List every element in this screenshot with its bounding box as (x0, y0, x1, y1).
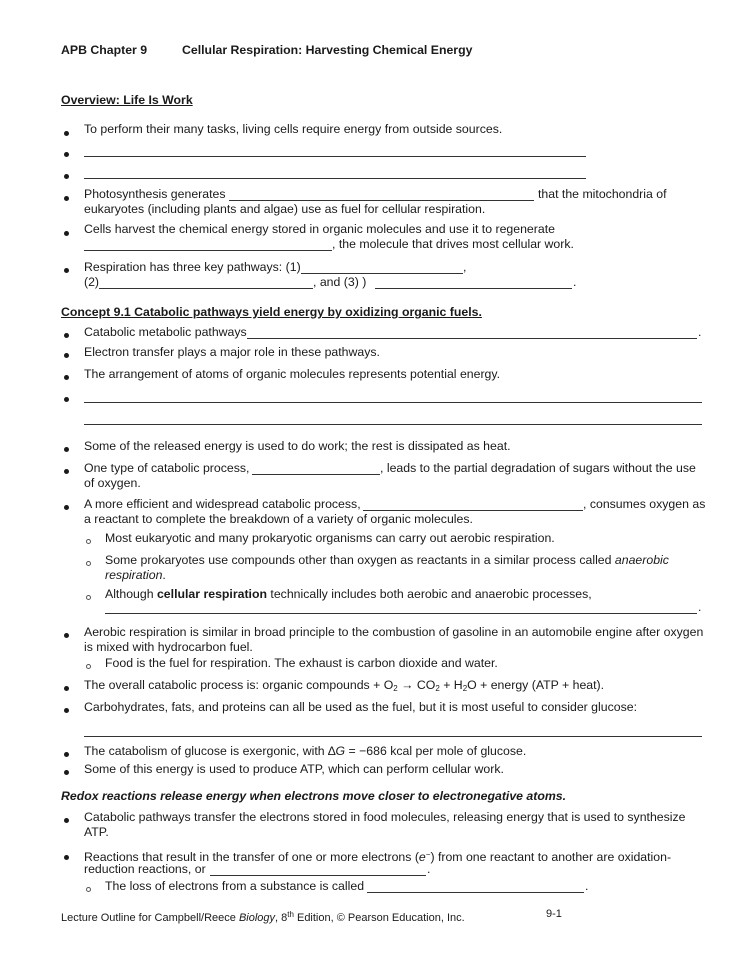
italic-term: respiration (105, 568, 163, 582)
fill-in-blank[interactable] (375, 288, 572, 289)
fill-in-blank[interactable] (84, 250, 332, 251)
text-line: A more efficient and widespread catabolic process, (84, 497, 361, 511)
chapter-label: APB Chapter 9 (61, 43, 148, 57)
bullet-icon (64, 353, 69, 358)
section-heading-concept-9-1: Concept 9.1 Catabolic pathways yield energy by oxidizing organic fuels. (61, 305, 482, 319)
sub-bullet-icon (86, 561, 91, 566)
text-line: (2) (84, 275, 100, 289)
text-line: Some of this energy is used to produce ATP, which can perform cellular work. (84, 762, 504, 776)
equation-line (84, 678, 604, 696)
bullet-icon (64, 174, 69, 179)
sub-bullet-icon (86, 664, 91, 669)
text-line: . (698, 325, 702, 339)
text-line (105, 568, 166, 583)
fill-in-blank[interactable] (363, 510, 583, 511)
text-line: Some prokaryotes use compounds other than oxygen as reactants in a similar process called (105, 553, 612, 567)
text-line: . (698, 600, 702, 614)
text-line: Reactions that result in the transfer of one or more electrons ( (84, 850, 419, 864)
page-number: 9-1 (546, 908, 562, 920)
text-line: Catabolic pathways transfer the electrons stored in food molecules, releasing energy that is used to synthesize (84, 810, 686, 824)
text-line: One type of catabolic process, (84, 461, 250, 475)
text-line: Edition, © Pearson Education, Inc. (293, 912, 465, 924)
fill-in-blank[interactable] (210, 875, 426, 876)
subscript: 2 (393, 684, 398, 693)
text-line: Some of the released energy is used to do work; the rest is dissipated as heat. (84, 439, 511, 453)
bullet-icon (64, 708, 69, 713)
text-line: , and (3) ) (313, 275, 367, 289)
bullet-icon (64, 375, 69, 380)
fill-in-blank[interactable] (367, 892, 584, 893)
document-title: Cellular Respiration: Harvesting Chemical Energy (182, 43, 473, 57)
text-line: To perform their many tasks, living cells require energy from outside sources. (84, 122, 503, 136)
bold-term: cellular respiration (156, 587, 267, 601)
text-line: Respiration has three key pathways: (1) (84, 260, 301, 274)
text-line: Electron transfer plays a major role in these pathways. (84, 345, 380, 359)
subscript: 2 (435, 684, 440, 693)
fill-in-blank[interactable] (84, 424, 702, 425)
text-line: of oxygen. (84, 476, 141, 490)
bullet-icon (64, 818, 69, 823)
fill-in-blank[interactable] (247, 338, 697, 339)
text-line: Most eukaryotic and many prokaryotic organisms can carry out aerobic respiration. (105, 531, 555, 545)
italic-term: anaerobic (614, 553, 669, 567)
text-line: . (573, 275, 577, 289)
bullet-icon (64, 447, 69, 452)
bullet-icon (64, 633, 69, 638)
fill-in-blank[interactable] (105, 613, 697, 614)
superscript: th (287, 910, 294, 919)
bullet-icon (64, 855, 69, 860)
text-line: , consumes oxygen as (583, 497, 706, 511)
sub-bullet-icon (86, 539, 91, 544)
bullet-icon (64, 131, 69, 136)
text-line: The loss of electrons from a substance is called (105, 879, 365, 893)
italic-term: e (418, 850, 426, 864)
text-line: Carbohydrates, fats, and proteins can all be used as the fuel, but it is most useful to consider glucose: (84, 700, 637, 714)
fill-in-blank[interactable] (252, 474, 380, 475)
fill-in-blank[interactable] (301, 273, 463, 274)
bullet-icon (64, 152, 69, 157)
text-line (105, 587, 592, 602)
text-line: ATP. (84, 825, 109, 839)
text-line: , (463, 260, 467, 274)
text-line (105, 553, 669, 568)
italic-term: Biology (238, 912, 276, 924)
text-line: eukaryotes (including plants and algae) use as fuel for cellular respiration. (84, 202, 486, 216)
fill-in-blank[interactable] (84, 402, 702, 403)
bullet-icon (64, 333, 69, 338)
text-line: , the molecule that drives most cellular work. (332, 237, 574, 251)
text-line: = −686 kcal per mole of glucose. (345, 744, 527, 758)
text-line: Photosynthesis generates (84, 187, 226, 201)
bullet-icon (64, 397, 69, 402)
text-line: . (162, 568, 166, 582)
text-line: → CO (397, 678, 436, 692)
bullet-icon (64, 686, 69, 691)
bullet-icon (64, 196, 69, 201)
text-line: ) from one reactant to another are oxidation- (430, 850, 672, 864)
superscript: − (425, 850, 431, 859)
fill-in-blank[interactable] (84, 156, 586, 157)
bullet-icon (64, 770, 69, 775)
sub-bullet-icon (86, 595, 91, 600)
text-line: O + energy (ATP + heat). (467, 678, 605, 692)
text-line: that the mitochondria of (538, 187, 667, 201)
text-line: technically includes both aerobic and anaerobic processes, (270, 587, 592, 601)
text-line: + H (439, 678, 463, 692)
text-line: , 8 (275, 912, 288, 924)
bullet-icon (64, 231, 69, 236)
text-line: . (427, 862, 431, 876)
footer-citation (61, 907, 465, 926)
italic-term: G (335, 744, 346, 758)
text-line: Aerobic respiration is similar in broad principle to the combustion of gasoline in an automobile engine after oxygen (84, 625, 704, 639)
text-line: Cells harvest the chemical energy stored in organic molecules and use it to regenerate (84, 222, 555, 236)
bullet-icon (64, 752, 69, 757)
fill-in-blank[interactable] (84, 178, 586, 179)
text-line: Catabolic metabolic pathways (84, 325, 247, 339)
text-line: . (585, 879, 589, 893)
text-line: Although (105, 587, 154, 601)
bullet-icon (64, 268, 69, 273)
bullet-icon (64, 505, 69, 510)
text-line: reduction reactions, or (84, 862, 206, 876)
fill-in-blank[interactable] (99, 288, 313, 289)
text-line: The catabolism of glucose is exergonic, with ∆ (84, 744, 336, 758)
sub-bullet-icon (86, 887, 91, 892)
section-heading-overview: Overview: Life Is Work (61, 93, 193, 107)
subscript: 2 (462, 684, 468, 693)
fill-in-blank[interactable] (229, 200, 534, 201)
text-line: The arrangement of atoms of organic molecules represents potential energy. (84, 367, 501, 381)
fill-in-blank[interactable] (84, 736, 702, 737)
text-line: Food is the fuel for respiration. The exhaust is carbon dioxide and water. (105, 656, 498, 670)
text-line: Lecture Outline for Campbell/Reece (61, 912, 239, 924)
bullet-icon (64, 469, 69, 474)
section-heading-redox: Redox reactions release energy when electrons move closer to electronegative atoms. (61, 789, 567, 803)
text-line: a reactant to complete the breakdown of a variety of organic molecules. (84, 512, 473, 526)
text-line: , leads to the partial degradation of sugars without the use (380, 461, 696, 475)
text-line: The overall catabolic process is: organic compounds + O (84, 678, 394, 692)
text-line: is mixed with hydrocarbon fuel. (84, 640, 253, 654)
text-line (84, 744, 526, 759)
